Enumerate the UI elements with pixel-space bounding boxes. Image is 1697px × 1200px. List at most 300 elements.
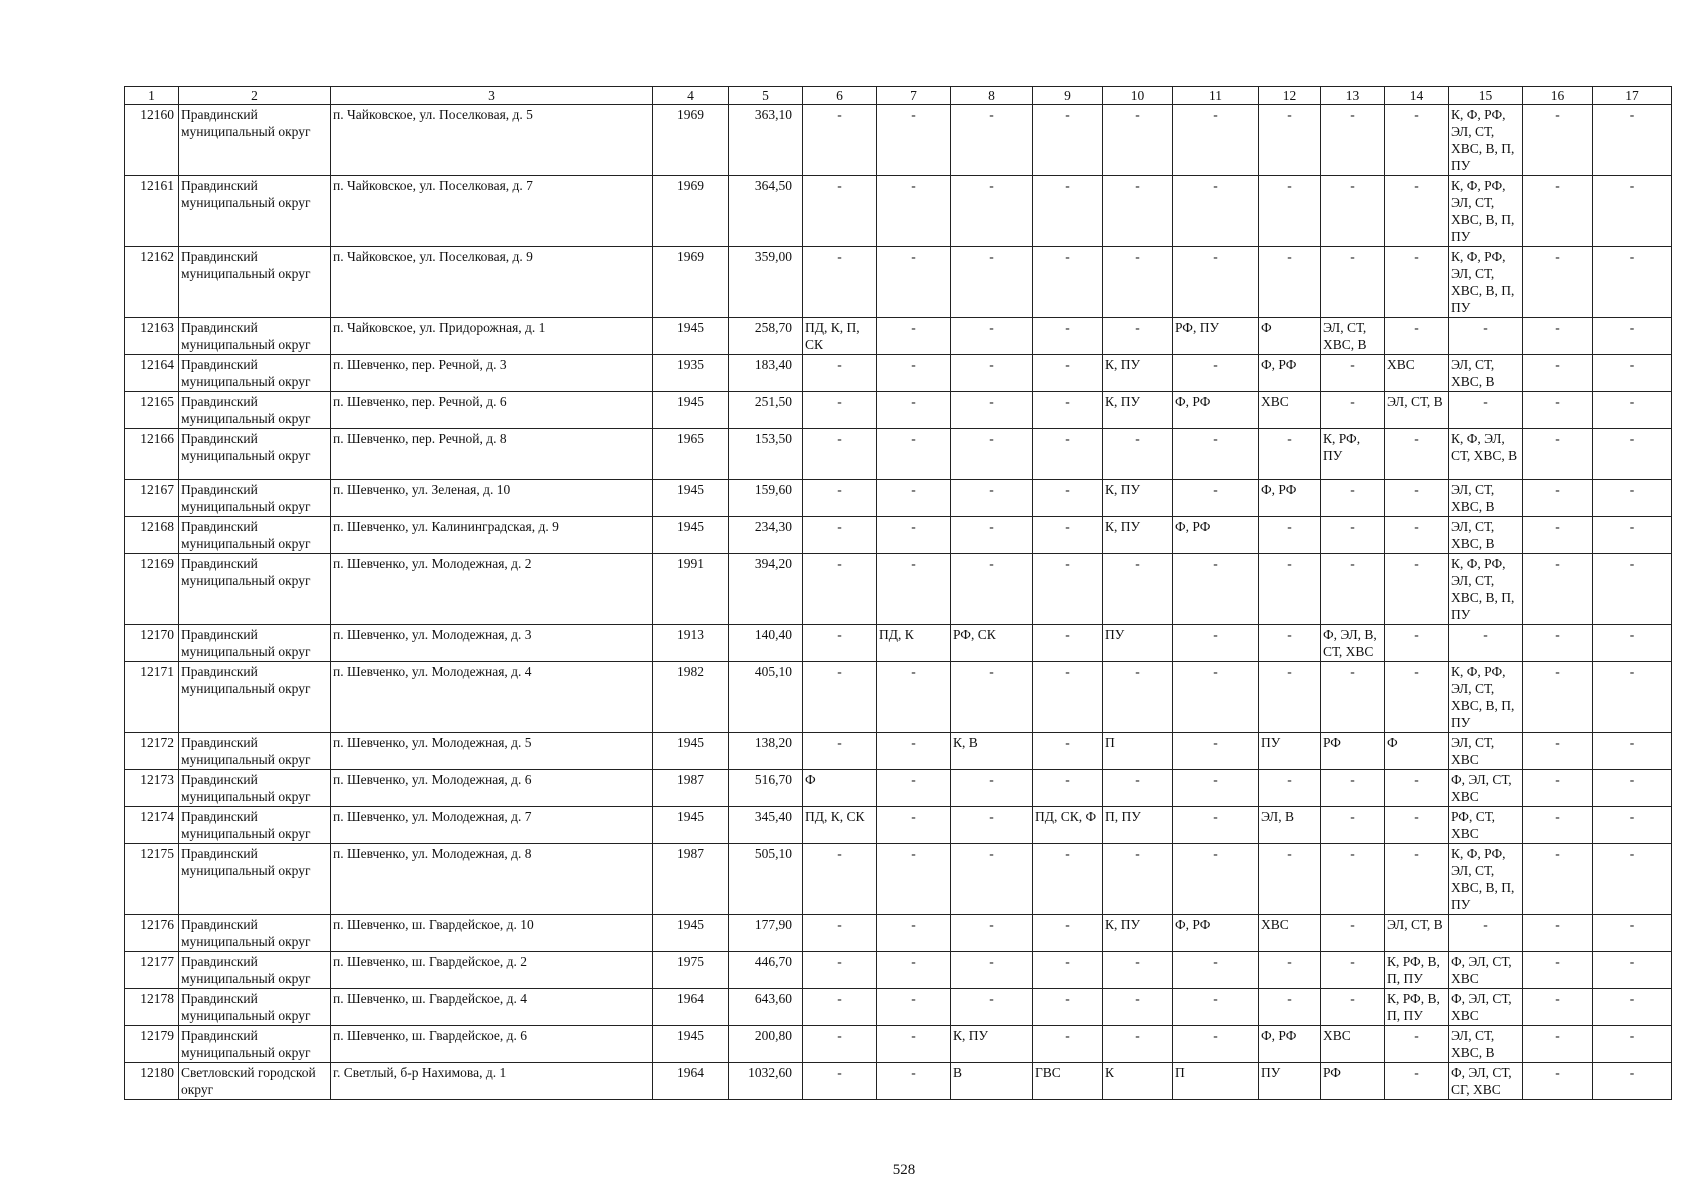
cell-col-14: - [1385, 770, 1449, 807]
table-row [125, 392, 1672, 429]
cell-col-17: - [1593, 989, 1672, 1026]
cell-col-14: - [1385, 625, 1449, 662]
cell-col-14: - [1385, 662, 1449, 733]
cell-col-16: - [1523, 517, 1593, 554]
cell-col-6: - [803, 915, 877, 952]
cell-col-12: Ф, РФ [1259, 480, 1321, 517]
cell-col-14: - [1385, 1063, 1449, 1100]
cell-col-1: 12161 [125, 176, 179, 247]
cell-col-7: - [877, 952, 951, 989]
cell-col-4: 1975 [653, 952, 729, 989]
cell-col-10: К, ПУ [1103, 392, 1173, 429]
cell-col-15: К, Ф, РФ, ЭЛ, СТ, ХВС, В, П, ПУ [1449, 105, 1523, 176]
cell-col-9: - [1033, 554, 1103, 625]
cell-col-13: ХВС [1321, 1026, 1385, 1063]
page-number: 528 [892, 1162, 916, 1178]
table-row [125, 554, 1672, 625]
cell-col-2: Правдинский муниципальный округ [179, 662, 331, 733]
cell-col-5: 359,00 [729, 247, 803, 318]
cell-col-6: - [803, 247, 877, 318]
cell-col-12: - [1259, 770, 1321, 807]
cell-col-3: п. Чайковское, ул. Придорожная, д. 1 [331, 318, 653, 355]
cell-col-3: г. Светлый, б-р Нахимова, д. 1 [331, 1063, 653, 1100]
cell-col-8: - [951, 517, 1033, 554]
cell-col-6: - [803, 105, 877, 176]
column-header-14: 14 [1385, 87, 1449, 105]
cell-col-4: 1945 [653, 807, 729, 844]
cell-col-2: Правдинский муниципальный округ [179, 989, 331, 1026]
cell-col-15: - [1449, 392, 1523, 429]
cell-col-13: - [1321, 517, 1385, 554]
cell-col-17: - [1593, 392, 1672, 429]
cell-col-13: - [1321, 989, 1385, 1026]
cell-col-15: ЭЛ, СТ, ХВС, В [1449, 355, 1523, 392]
cell-col-14: - [1385, 318, 1449, 355]
cell-col-13: - [1321, 770, 1385, 807]
cell-col-1: 12169 [125, 554, 179, 625]
cell-col-12: ХВС [1259, 392, 1321, 429]
cell-col-11: - [1173, 1026, 1259, 1063]
cell-col-12: - [1259, 952, 1321, 989]
column-header-10: 10 [1103, 87, 1173, 105]
cell-col-7: - [877, 1063, 951, 1100]
cell-col-2: Правдинский муниципальный округ [179, 355, 331, 392]
cell-col-10: - [1103, 770, 1173, 807]
cell-col-4: 1945 [653, 517, 729, 554]
cell-col-8: - [951, 770, 1033, 807]
table-row [125, 952, 1672, 989]
table-row [125, 989, 1672, 1026]
cell-col-2: Правдинский муниципальный округ [179, 733, 331, 770]
cell-col-6: - [803, 1026, 877, 1063]
cell-col-16: - [1523, 105, 1593, 176]
cell-col-10: - [1103, 176, 1173, 247]
cell-col-7: - [877, 807, 951, 844]
cell-col-6: ПД, К, П, СК [803, 318, 877, 355]
cell-col-12: - [1259, 625, 1321, 662]
cell-col-1: 12171 [125, 662, 179, 733]
table-row [125, 355, 1672, 392]
cell-col-17: - [1593, 355, 1672, 392]
cell-col-12: - [1259, 517, 1321, 554]
cell-col-11: - [1173, 247, 1259, 318]
cell-col-5: 394,20 [729, 554, 803, 625]
cell-col-15: ЭЛ, СТ, ХВС [1449, 733, 1523, 770]
cell-col-7: - [877, 915, 951, 952]
cell-col-7: - [877, 1026, 951, 1063]
cell-col-1: 12160 [125, 105, 179, 176]
cell-col-17: - [1593, 625, 1672, 662]
cell-col-13: - [1321, 662, 1385, 733]
cell-col-13: - [1321, 392, 1385, 429]
column-header-13: 13 [1321, 87, 1385, 105]
cell-col-10: - [1103, 952, 1173, 989]
cell-col-3: п. Шевченко, ш. Гвардейское, д. 4 [331, 989, 653, 1026]
cell-col-14: - [1385, 517, 1449, 554]
cell-col-6: - [803, 392, 877, 429]
table-row [125, 318, 1672, 355]
cell-col-17: - [1593, 1026, 1672, 1063]
cell-col-10: - [1103, 247, 1173, 318]
cell-col-15: К, Ф, РФ, ЭЛ, СТ, ХВС, В, П, ПУ [1449, 176, 1523, 247]
cell-col-12: - [1259, 247, 1321, 318]
cell-col-16: - [1523, 355, 1593, 392]
cell-col-13: ЭЛ, СТ, ХВС, В [1321, 318, 1385, 355]
cell-col-13: - [1321, 247, 1385, 318]
cell-col-9: - [1033, 517, 1103, 554]
cell-col-2: Правдинский муниципальный округ [179, 844, 331, 915]
cell-col-15: - [1449, 625, 1523, 662]
cell-col-14: Ф [1385, 733, 1449, 770]
cell-col-16: - [1523, 480, 1593, 517]
cell-col-2: Правдинский муниципальный округ [179, 480, 331, 517]
cell-col-12: Ф [1259, 318, 1321, 355]
cell-col-9: - [1033, 989, 1103, 1026]
cell-col-3: п. Шевченко, ул. Молодежная, д. 7 [331, 807, 653, 844]
cell-col-12: ПУ [1259, 1063, 1321, 1100]
cell-col-10: К, ПУ [1103, 355, 1173, 392]
cell-col-7: - [877, 989, 951, 1026]
cell-col-4: 1969 [653, 176, 729, 247]
cell-col-7: - [877, 554, 951, 625]
cell-col-1: 12166 [125, 429, 179, 480]
cell-col-4: 1991 [653, 554, 729, 625]
column-header-11: 11 [1173, 87, 1259, 105]
cell-col-16: - [1523, 733, 1593, 770]
cell-col-2: Правдинский муниципальный округ [179, 247, 331, 318]
table-row [125, 662, 1672, 733]
cell-col-3: п. Шевченко, ул. Молодежная, д. 4 [331, 662, 653, 733]
cell-col-8: - [951, 844, 1033, 915]
cell-col-8: - [951, 807, 1033, 844]
cell-col-2: Правдинский муниципальный округ [179, 517, 331, 554]
cell-col-15: Ф, ЭЛ, СТ, СГ, ХВС [1449, 1063, 1523, 1100]
table-row [125, 247, 1672, 318]
cell-col-3: п. Шевченко, ш. Гвардейское, д. 6 [331, 1026, 653, 1063]
cell-col-12: Ф, РФ [1259, 1026, 1321, 1063]
cell-col-11: Ф, РФ [1173, 517, 1259, 554]
cell-col-5: 234,30 [729, 517, 803, 554]
column-header-12: 12 [1259, 87, 1321, 105]
cell-col-11: - [1173, 807, 1259, 844]
cell-col-7: - [877, 517, 951, 554]
cell-col-10: - [1103, 429, 1173, 480]
cell-col-10: - [1103, 844, 1173, 915]
cell-col-13: - [1321, 355, 1385, 392]
cell-col-2: Правдинский муниципальный округ [179, 105, 331, 176]
cell-col-14: - [1385, 480, 1449, 517]
cell-col-16: - [1523, 392, 1593, 429]
cell-col-5: 363,10 [729, 105, 803, 176]
cell-col-17: - [1593, 247, 1672, 318]
cell-col-7: - [877, 429, 951, 480]
cell-col-9: - [1033, 733, 1103, 770]
cell-col-7: - [877, 105, 951, 176]
cell-col-5: 345,40 [729, 807, 803, 844]
cell-col-13: - [1321, 554, 1385, 625]
cell-col-11: - [1173, 733, 1259, 770]
cell-col-12: ЭЛ, В [1259, 807, 1321, 844]
cell-col-9: - [1033, 392, 1103, 429]
cell-col-15: К, Ф, РФ, ЭЛ, СТ, ХВС, В, П, ПУ [1449, 662, 1523, 733]
cell-col-7: ПД, К [877, 625, 951, 662]
cell-col-4: 1945 [653, 733, 729, 770]
cell-col-7: - [877, 355, 951, 392]
cell-col-9: - [1033, 247, 1103, 318]
cell-col-8: - [951, 480, 1033, 517]
cell-col-5: 364,50 [729, 176, 803, 247]
column-header-4: 4 [653, 87, 729, 105]
cell-col-15: Ф, ЭЛ, СТ, ХВС [1449, 952, 1523, 989]
cell-col-15: ЭЛ, СТ, ХВС, В [1449, 480, 1523, 517]
cell-col-5: 159,60 [729, 480, 803, 517]
table-row [125, 429, 1672, 480]
cell-col-17: - [1593, 554, 1672, 625]
cell-col-8: К, В [951, 733, 1033, 770]
cell-col-4: 1945 [653, 480, 729, 517]
table-row [125, 807, 1672, 844]
cell-col-15: - [1449, 915, 1523, 952]
cell-col-14: - [1385, 554, 1449, 625]
cell-col-6: ПД, К, СК [803, 807, 877, 844]
cell-col-6: - [803, 554, 877, 625]
cell-col-9: ГВС [1033, 1063, 1103, 1100]
cell-col-10: ПУ [1103, 625, 1173, 662]
cell-col-13: - [1321, 176, 1385, 247]
column-header-9: 9 [1033, 87, 1103, 105]
cell-col-8: К, ПУ [951, 1026, 1033, 1063]
column-header-7: 7 [877, 87, 951, 105]
cell-col-11: - [1173, 429, 1259, 480]
cell-col-6: - [803, 989, 877, 1026]
cell-col-14: - [1385, 1026, 1449, 1063]
column-header-5: 5 [729, 87, 803, 105]
cell-col-6: - [803, 625, 877, 662]
cell-col-2: Правдинский муниципальный округ [179, 807, 331, 844]
cell-col-11: - [1173, 662, 1259, 733]
cell-col-10: - [1103, 1026, 1173, 1063]
cell-col-17: - [1593, 662, 1672, 733]
table-row [125, 517, 1672, 554]
cell-col-16: - [1523, 554, 1593, 625]
cell-col-9: - [1033, 105, 1103, 176]
table-row [125, 770, 1672, 807]
cell-col-11: Ф, РФ [1173, 915, 1259, 952]
cell-col-12: - [1259, 844, 1321, 915]
cell-col-12: Ф, РФ [1259, 355, 1321, 392]
cell-col-2: Правдинский муниципальный округ [179, 1026, 331, 1063]
cell-col-11: - [1173, 480, 1259, 517]
table-row [125, 480, 1672, 517]
cell-col-5: 177,90 [729, 915, 803, 952]
cell-col-2: Светловский городской округ [179, 1063, 331, 1100]
cell-col-14: ЭЛ, СТ, В [1385, 392, 1449, 429]
column-header-8: 8 [951, 87, 1033, 105]
cell-col-7: - [877, 844, 951, 915]
cell-col-9: - [1033, 318, 1103, 355]
cell-col-16: - [1523, 625, 1593, 662]
cell-col-11: - [1173, 770, 1259, 807]
cell-col-16: - [1523, 318, 1593, 355]
register-table [124, 86, 1672, 1100]
cell-col-10: К [1103, 1063, 1173, 1100]
cell-col-2: Правдинский муниципальный округ [179, 392, 331, 429]
cell-col-3: п. Шевченко, ул. Калининградская, д. 9 [331, 517, 653, 554]
cell-col-6: - [803, 429, 877, 480]
column-number-row [125, 87, 1672, 105]
cell-col-1: 12179 [125, 1026, 179, 1063]
cell-col-17: - [1593, 318, 1672, 355]
cell-col-8: - [951, 318, 1033, 355]
cell-col-10: - [1103, 318, 1173, 355]
cell-col-7: - [877, 770, 951, 807]
cell-col-3: п. Шевченко, ул. Молодежная, д. 8 [331, 844, 653, 915]
cell-col-10: - [1103, 662, 1173, 733]
cell-col-10: - [1103, 989, 1173, 1026]
cell-col-13: К, РФ, ПУ [1321, 429, 1385, 480]
cell-col-1: 12177 [125, 952, 179, 989]
cell-col-7: - [877, 318, 951, 355]
cell-col-1: 12163 [125, 318, 179, 355]
table-row [125, 176, 1672, 247]
column-header-16: 16 [1523, 87, 1593, 105]
cell-col-4: 1987 [653, 844, 729, 915]
cell-col-15: - [1449, 318, 1523, 355]
column-header-15: 15 [1449, 87, 1523, 105]
cell-col-5: 153,50 [729, 429, 803, 480]
cell-col-9: - [1033, 429, 1103, 480]
cell-col-15: РФ, СТ, ХВС [1449, 807, 1523, 844]
cell-col-6: - [803, 517, 877, 554]
cell-col-2: Правдинский муниципальный округ [179, 915, 331, 952]
column-header-6: 6 [803, 87, 877, 105]
cell-col-17: - [1593, 176, 1672, 247]
column-header-2: 2 [179, 87, 331, 105]
cell-col-2: Правдинский муниципальный округ [179, 625, 331, 662]
cell-col-1: 12173 [125, 770, 179, 807]
cell-col-13: Ф, ЭЛ, В, СТ, ХВС [1321, 625, 1385, 662]
cell-col-16: - [1523, 1026, 1593, 1063]
cell-col-9: - [1033, 662, 1103, 733]
cell-col-4: 1935 [653, 355, 729, 392]
cell-col-15: ЭЛ, СТ, ХВС, В [1449, 517, 1523, 554]
cell-col-9: - [1033, 844, 1103, 915]
cell-col-1: 12172 [125, 733, 179, 770]
cell-col-10: П, ПУ [1103, 807, 1173, 844]
cell-col-5: 140,40 [729, 625, 803, 662]
cell-col-14: - [1385, 105, 1449, 176]
cell-col-11: - [1173, 176, 1259, 247]
cell-col-13: - [1321, 480, 1385, 517]
cell-col-1: 12178 [125, 989, 179, 1026]
cell-col-17: - [1593, 844, 1672, 915]
cell-col-15: К, Ф, РФ, ЭЛ, СТ, ХВС, В, П, ПУ [1449, 247, 1523, 318]
cell-col-16: - [1523, 915, 1593, 952]
cell-col-5: 643,60 [729, 989, 803, 1026]
cell-col-11: - [1173, 105, 1259, 176]
cell-col-2: Правдинский муниципальный округ [179, 176, 331, 247]
cell-col-5: 446,70 [729, 952, 803, 989]
cell-col-8: - [951, 176, 1033, 247]
cell-col-4: 1969 [653, 105, 729, 176]
cell-col-5: 183,40 [729, 355, 803, 392]
cell-col-7: - [877, 662, 951, 733]
cell-col-15: Ф, ЭЛ, СТ, ХВС [1449, 770, 1523, 807]
cell-col-11: Ф, РФ [1173, 392, 1259, 429]
cell-col-4: 1945 [653, 1026, 729, 1063]
cell-col-5: 251,50 [729, 392, 803, 429]
cell-col-1: 12165 [125, 392, 179, 429]
cell-col-1: 12175 [125, 844, 179, 915]
cell-col-13: РФ [1321, 1063, 1385, 1100]
cell-col-1: 12167 [125, 480, 179, 517]
cell-col-4: 1945 [653, 318, 729, 355]
cell-col-9: - [1033, 952, 1103, 989]
cell-col-5: 505,10 [729, 844, 803, 915]
cell-col-11: - [1173, 355, 1259, 392]
table-row [125, 625, 1672, 662]
cell-col-16: - [1523, 662, 1593, 733]
cell-col-5: 258,70 [729, 318, 803, 355]
table-row [125, 1063, 1672, 1100]
cell-col-14: - [1385, 429, 1449, 480]
table-body [125, 105, 1672, 1100]
cell-col-8: - [951, 105, 1033, 176]
cell-col-9: - [1033, 625, 1103, 662]
cell-col-3: п. Чайковское, ул. Поселковая, д. 5 [331, 105, 653, 176]
cell-col-15: К, Ф, РФ, ЭЛ, СТ, ХВС, В, П, ПУ [1449, 844, 1523, 915]
cell-col-1: 12174 [125, 807, 179, 844]
cell-col-8: - [951, 554, 1033, 625]
cell-col-8: В [951, 1063, 1033, 1100]
cell-col-3: п. Шевченко, пер. Речной, д. 8 [331, 429, 653, 480]
cell-col-7: - [877, 480, 951, 517]
cell-col-2: Правдинский муниципальный округ [179, 429, 331, 480]
cell-col-4: 1945 [653, 392, 729, 429]
cell-col-17: - [1593, 1063, 1672, 1100]
cell-col-12: - [1259, 554, 1321, 625]
cell-col-14: К, РФ, В, П, ПУ [1385, 989, 1449, 1026]
cell-col-16: - [1523, 1063, 1593, 1100]
column-header-1: 1 [125, 87, 179, 105]
table-row [125, 733, 1672, 770]
cell-col-6: - [803, 1063, 877, 1100]
cell-col-3: п. Шевченко, ул. Молодежная, д. 2 [331, 554, 653, 625]
cell-col-16: - [1523, 844, 1593, 915]
cell-col-9: ПД, СК, Ф [1033, 807, 1103, 844]
cell-col-3: п. Шевченко, ул. Зеленая, д. 10 [331, 480, 653, 517]
cell-col-8: - [951, 429, 1033, 480]
cell-col-6: - [803, 733, 877, 770]
cell-col-1: 12170 [125, 625, 179, 662]
cell-col-2: Правдинский муниципальный округ [179, 318, 331, 355]
cell-col-13: - [1321, 844, 1385, 915]
cell-col-16: - [1523, 247, 1593, 318]
cell-col-3: п. Шевченко, ул. Молодежная, д. 3 [331, 625, 653, 662]
cell-col-7: - [877, 392, 951, 429]
cell-col-16: - [1523, 429, 1593, 480]
cell-col-4: 1964 [653, 989, 729, 1026]
cell-col-8: - [951, 247, 1033, 318]
cell-col-5: 516,70 [729, 770, 803, 807]
cell-col-16: - [1523, 176, 1593, 247]
cell-col-17: - [1593, 429, 1672, 480]
table-header [125, 87, 1672, 105]
cell-col-17: - [1593, 105, 1672, 176]
cell-col-16: - [1523, 770, 1593, 807]
cell-col-17: - [1593, 952, 1672, 989]
cell-col-8: РФ, СК [951, 625, 1033, 662]
